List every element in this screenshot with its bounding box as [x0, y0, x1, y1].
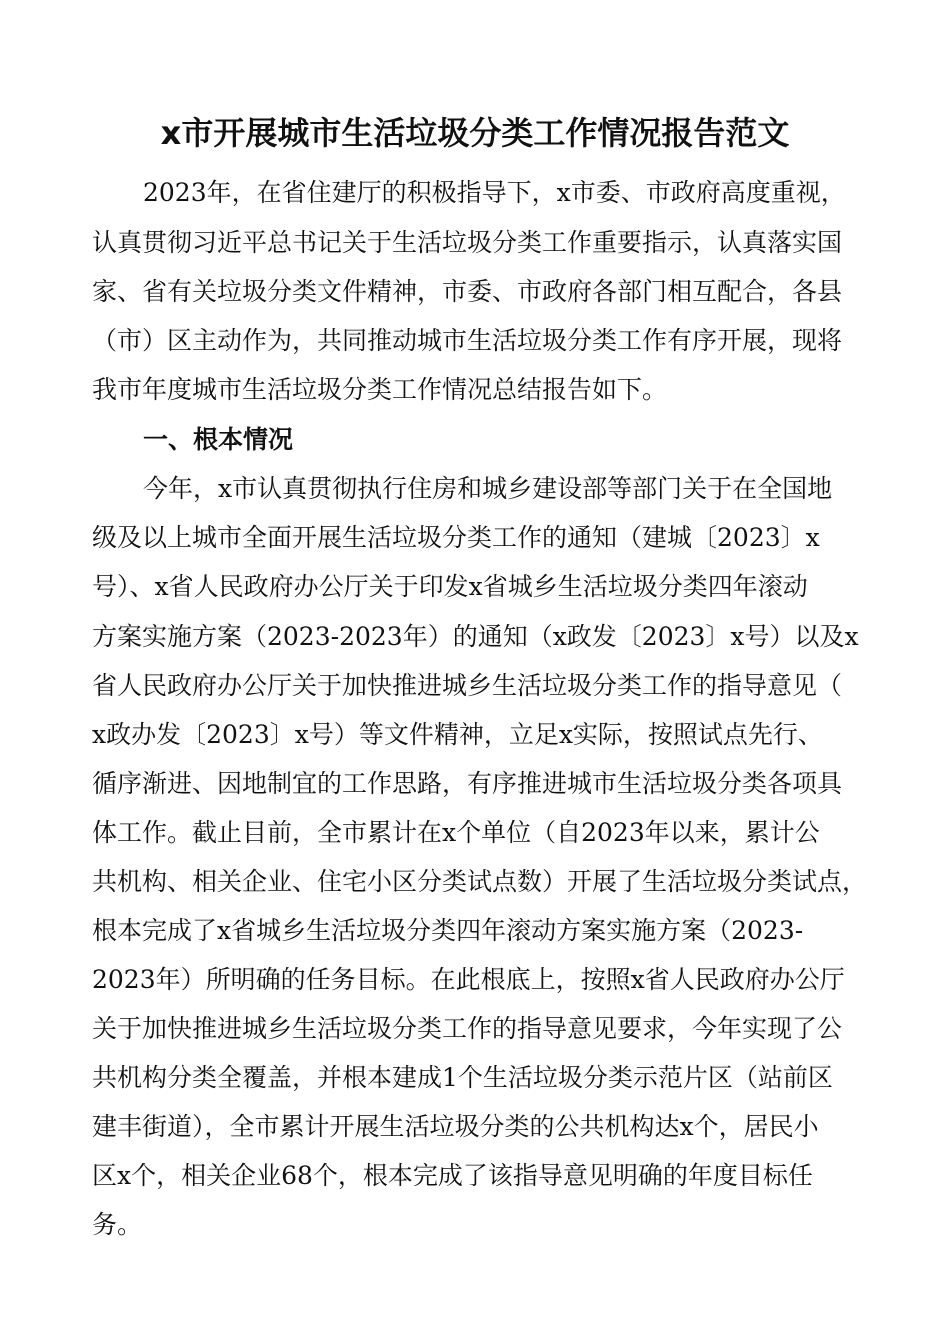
body-line: 共机构、相关企业、住宅小区分类试点数）开展了生活垃圾分类试点， — [92, 867, 868, 896]
body-line: 号）、x省人民政府办公厅关于印发x省城乡生活垃圾分类四年滚动 — [92, 572, 808, 601]
body-line: 区x个，相关企业68个，根本完成了该指导意见明确的年度目标任 — [92, 1161, 813, 1190]
intro-line: 2023年，在省住建厅的积极指导下，x市委、市政府高度重视， — [143, 178, 846, 207]
body-line: 根本完成了x省城乡生活垃圾分类四年滚动方案实施方案（2023- — [92, 916, 804, 945]
body-line: 今年，x市认真贯彻执行住房和城乡建设部等部门关于在全国地 — [143, 474, 833, 503]
intro-line: 家、省有关垃圾分类文件精神，市委、市政府各部门相互配合，各县 — [92, 277, 843, 306]
section-heading: 一、根本情况 — [143, 425, 294, 454]
body-line: 方案实施方案（2023-2023年）的通知（x政发〔2023〕x号）以及x — [92, 622, 859, 651]
intro-line: （市）区主动作为，共同推动城市生活垃圾分类工作有序开展，现将 — [92, 326, 843, 355]
body-line: 务。 — [92, 1210, 143, 1239]
document-title: x市开展城市生活垃圾分类工作情况报告范文 — [160, 114, 790, 152]
intro-line: 认真贯彻习近平总书记关于生活垃圾分类工作重要指示，认真落实国 — [92, 228, 843, 257]
body-line: 循序渐进、因地制宜的工作思路，有序推进城市生活垃圾分类各项具 — [92, 769, 843, 798]
body-line: 2023年）所明确的任务目标。在此根底上，按照x省人民政府办公厅 — [92, 965, 845, 994]
body-line: 建丰街道），全市累计开展生活垃圾分类的公共机构达x个，居民小 — [92, 1112, 819, 1141]
body-line: 省人民政府办公厅关于加快推进城乡生活垃圾分类工作的指导意见（ — [92, 671, 843, 700]
body-line: 共机构分类全覆盖，并根本建成1个生活垃圾分类示范片区（站前区 — [92, 1063, 833, 1092]
intro-line: 我市年度城市生活垃圾分类工作情况总结报告如下。 — [92, 375, 668, 404]
body-line: x政办发〔2023〕x号）等文件精神，立足x实际，按照试点先行、 — [92, 720, 823, 749]
body-line: 关于加快推进城乡生活垃圾分类工作的指导意见要求，今年实现了公 — [92, 1014, 843, 1043]
body-line: 体工作。截止目前，全市累计在x个单位（自2023年以来，累计公 — [92, 818, 820, 847]
body-line: 级及以上城市全面开展生活垃圾分类工作的通知（建城〔2023〕x — [92, 523, 820, 552]
